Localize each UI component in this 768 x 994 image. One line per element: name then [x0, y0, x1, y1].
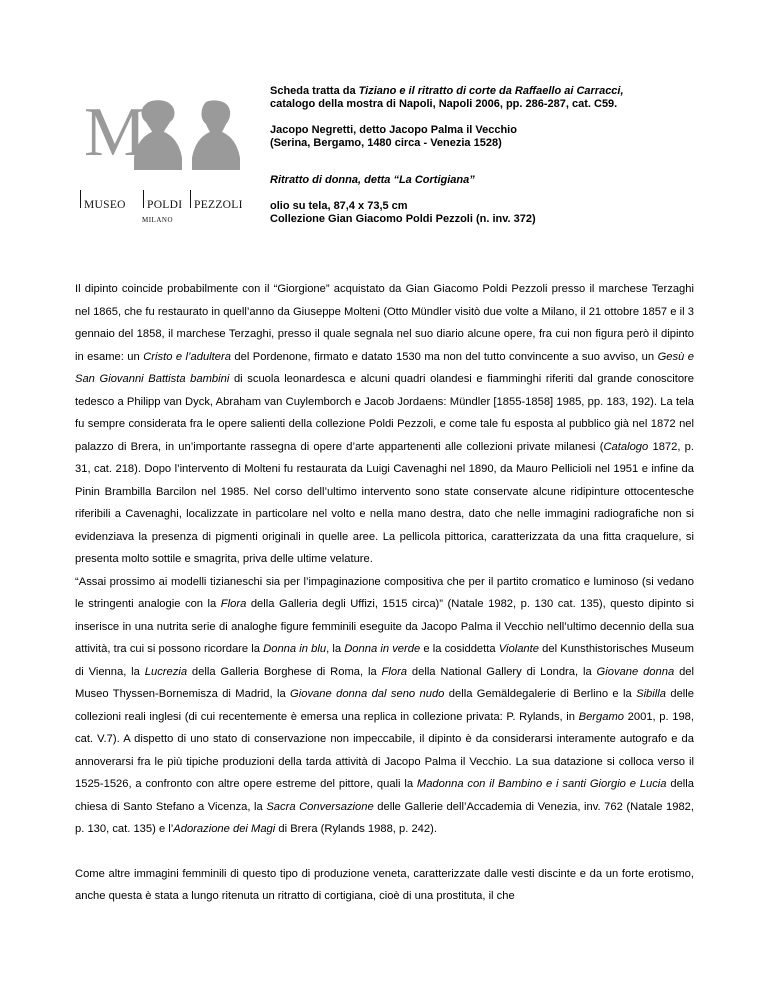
logo-bust-left-icon [132, 100, 184, 170]
logo-bust-right-icon [190, 100, 242, 170]
italic-text: Giovane donna dal seno nudo [290, 688, 445, 700]
italic-text: Giovane donna [596, 665, 675, 678]
italic-text: Donna in verde [344, 643, 421, 655]
source-citation [270, 85, 720, 111]
text-run: del Kunsthistorisches Museum di Vienna, la [75, 643, 694, 678]
text-run: delle Gallerie dell’Accademia di Venezia, inv. 762 (Natale 1982, p. 130, cat. 135) e l’ [75, 800, 694, 835]
document-body [75, 278, 694, 908]
artwork-details [270, 200, 720, 226]
text-run: “Assai prossimo ai modelli tizianeschi sia per l’impaginazione compositiva che per il partito cromatico e luminoso (si vedano le stringenti analogie con la [75, 575, 694, 610]
museum-logo [80, 94, 250, 228]
text-run: della Gemäldegalerie di Berlino e la [444, 688, 637, 700]
text-run: di scuola leonardesca e alcuni quadri olandesi e fiamminghi riferiti dal grande conoscitore tedesco a Philipp van Dyck, Abraham van Cuylemborch e Jacob Jordaens: Mündler [1855-1858] 1985, pp. 183, 192). La tela fu sempre considerata fra le opere salienti della collezione Poldi Pezzoli, e come tale fu esposta al pubblico già nel 1872 nel palazzo di Brera, in un’importante rassegna di opere d’arte appartenenti alle collezioni private milanesi ( [75, 373, 694, 453]
text-run: della National Gallery di Londra, la [407, 665, 597, 678]
text-run: del Pordenone, firmato e datato 1530 ma non del tutto convincente a suo avviso, un [230, 350, 658, 363]
italic-text: Violante [498, 643, 539, 655]
source-details: catalogo della mostra di Napoli, Napoli 2006, pp. 286-287, cat. C59. [270, 98, 618, 110]
text-run: 1872, p. 31, cat. 218). Dopo l’intervento di Molteni fu restaurata da Luigi Cavenaghi nel 1890, da Mauro Pellicioli nel 1951 e infine da Pinin Brambilla Barcilon nel 1985. Nel corso dell’ultimo intervento sono state conservate alcune ridipinture ottocentesche riferibili a Cavenaghi, localizzate in particolare nel volto e nella mano destra, dato che nelle immagini radiografiche non si evidenziava la presenza di pigmenti originali in quelle aree. La pellicola pittorica, caratterizzata da una fitta craquelure, si presenta molto sottile e smagrita, priva delle ultime velature. [75, 440, 695, 565]
logo-letter: M [84, 94, 147, 171]
artist-info [270, 124, 720, 150]
italic-text: Sacra Conversazione [266, 800, 374, 813]
italic-text: Catalogo [603, 440, 649, 453]
artwork-title: Ritratto di donna, detta “La Cortigiana” [270, 174, 475, 186]
logo-word-poldi: POLDI [143, 190, 182, 208]
italic-text: Adorazione dei Magi [173, 823, 276, 835]
artwork-collection: Collezione Gian Giacomo Poldi Pezzoli (n. inv. 372) [270, 213, 536, 225]
italic-text: Bergamo [578, 710, 625, 723]
text-run: Il dipinto coincide probabilmente con il “Giorgione” acquistato da Gian Giacomo Poldi Pezzoli presso il marchese Terzaghi nel 1865, che fu restaurato in quell’anno da Giuseppe Molteni (Otto Mündler visitò due volte a Milano, il 21 ottobre 1857 e il 3 gennaio del 1858, il marchese Terzaghi, presso il quale segnala nel suo diario alcune opere, fra cui non figura però il dipinto in esame: un [75, 283, 694, 363]
artist-dates: (Serina, Bergamo, 1480 circa - Venezia 1528) [270, 137, 502, 149]
artwork-medium: olio su tela, 87,4 x 73,5 cm [270, 200, 408, 212]
italic-text: Flora [381, 665, 408, 678]
italic-text: Sibilla [636, 688, 666, 700]
artist-name: Jacopo Negretti, detto Jacopo Palma il Vecchio [270, 124, 517, 136]
text-run: , la [326, 643, 345, 655]
italic-text: Cristo e l’adultera [143, 350, 231, 363]
text-run: della Galleria degli Uffizi, 1515 circa)” (Natale 1982, p. 130 cat. 135), questo dipinto si inserisce in una nutrita serie di analoghe figure femminili eseguite da Jacopo Palma il Vecchio nell’ultimo decennio della sua attività, tra cui si possono ricordare la [75, 598, 694, 655]
text-run: della chiesa di Santo Stefano a Vicenza, la [75, 778, 694, 813]
logo-word-museo: MUSEO [80, 190, 126, 208]
paragraph-2 [75, 571, 694, 841]
text-run: di Brera (Rylands 1988, p. 242). [275, 823, 437, 835]
text-run: del Museo Thyssen-Bornemisza di Madrid, la [75, 665, 694, 700]
text-run: della Galleria Borghese di Roma, la [187, 665, 382, 678]
text-run: 2001, p. 198, cat. V.7). A dispetto di uno stato di conservazione non impeccabile, il dipinto è da considerarsi interamente autografo e da annoverarsi fra le più tipiche produzioni della tarda attività di Jacopo Palma il Vecchio. La sua datazione si colloca verso il 1525-1526, a confronto con altre opere estreme del pittore, quali la [75, 710, 694, 790]
catalog-header [270, 85, 720, 226]
logo-wordmark [80, 176, 250, 212]
paragraph-3 [75, 863, 694, 908]
italic-text: Flora [220, 598, 247, 610]
logo-city: MILANO [142, 216, 173, 224]
italic-text: Madonna con il Bambino e i santi Giorgio e Lucia [416, 778, 667, 790]
logo-word-pezzoli: PEZZOLI [190, 190, 243, 208]
italic-text: Gesù e San Giovanni Battista bambini [75, 350, 694, 385]
text-run: delle collezioni reali inglesi (di cui recentemente è emersa una replica in collezione privata: P. Rylands, in [75, 688, 694, 723]
source-prefix: Scheda tratta da [270, 85, 359, 97]
source-title: Tiziano e il ritratto di corte da Raffaello ai Carracci, [358, 85, 624, 97]
text-run: Come altre immagini femminili di questo tipo di produzione veneta, caratterizzate dalle vesti discinte e da un forte erotismo, anche questa è stata a lungo ritenuta un ritratto di cortigiana, cioè di una prostituta, il che [75, 867, 694, 902]
italic-text: Donna in blu [263, 643, 327, 655]
italic-text: Lucrezia [144, 665, 188, 678]
text-run: e la cosiddetta [420, 643, 499, 655]
paragraph-1 [75, 278, 694, 571]
